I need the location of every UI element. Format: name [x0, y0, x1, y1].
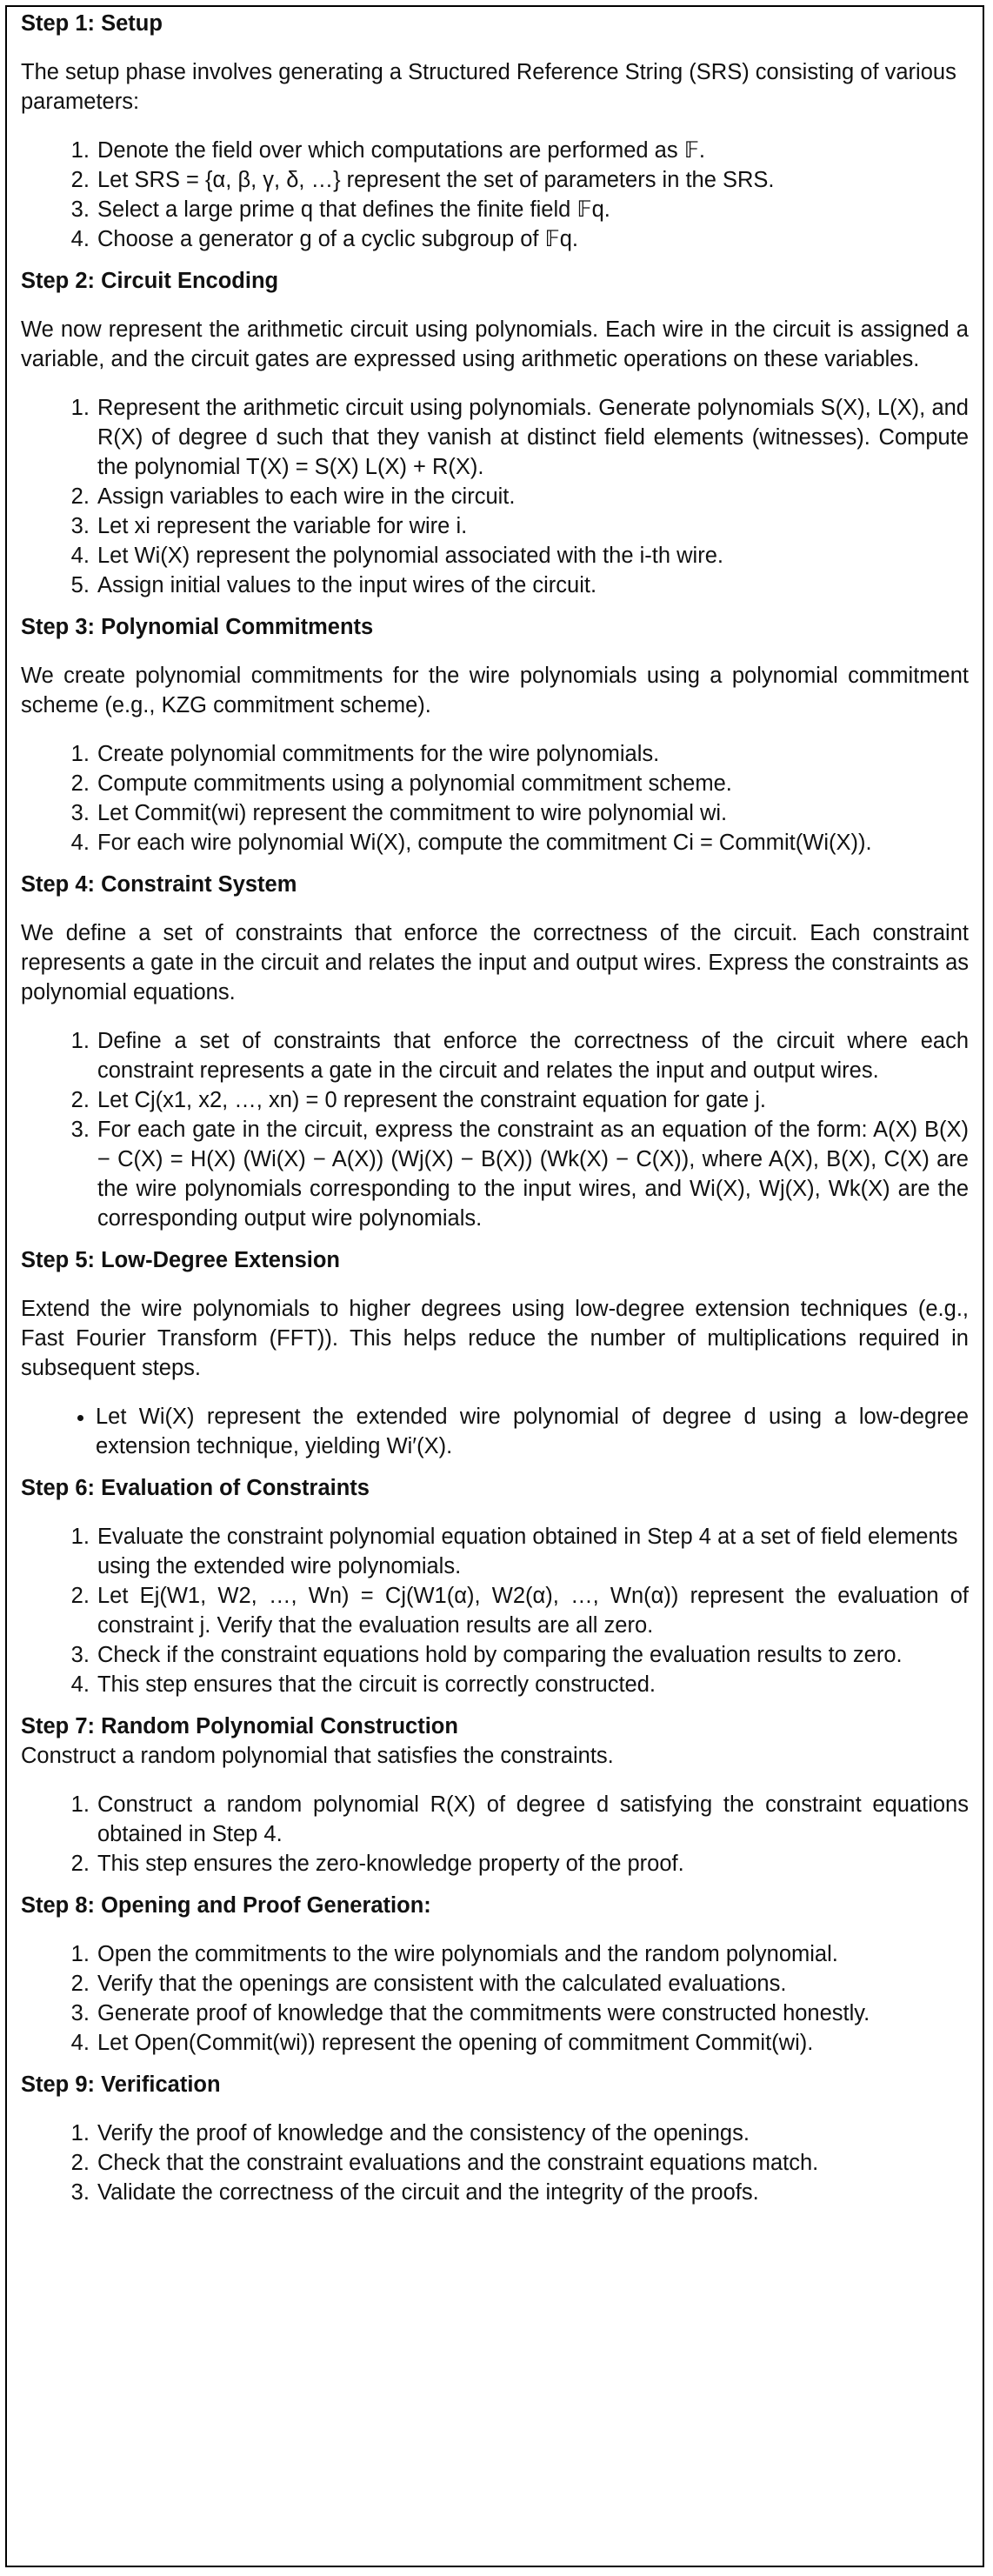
list-item: 3. For each gate in the circuit, express the constraint as an equation of the form: A(X) B(X) − C(X) = H(X) (Wi(X) − A(X)) (Wj(X) − B(X)) (Wk(X) − C(X)), where A(X), B(X), C(X) are the wire polynomials corresponding to the input wires, and Wi(X), Wj(X), Wk(X) are the corresponding output wire polynomials.: [96, 1115, 969, 1233]
step-7: [21, 1712, 969, 1879]
list-item: 4. Choose a generator g of a cyclic subgroup of 𝔽q.: [96, 224, 969, 254]
step-9-list: [21, 2119, 969, 2207]
step-8: [21, 1891, 969, 2058]
list-item: 1. Denote the field over which computations are performed as 𝔽.: [96, 136, 969, 165]
list-item: 1. Verify the proof of knowledge and the consistency of the openings.: [96, 2119, 969, 2148]
list-item: 1. Create polynomial commitments for the wire polynomials.: [96, 739, 969, 769]
list-item: 3. Let xi represent the variable for wire i.: [96, 511, 969, 541]
list-item: 2. Let Ej(W1, W2, …, Wn) = Cj(W1(α), W2(α), …, Wn(α)) represent the evaluation of constraint j. Verify that the evaluation results are all zero.: [96, 1581, 969, 1640]
step-3: [21, 612, 969, 858]
list-item: 3. Select a large prime q that defines the finite field 𝔽q.: [96, 195, 969, 224]
list-item: 2. This step ensures the zero-knowledge property of the proof.: [96, 1849, 969, 1879]
step-1-list: [21, 136, 969, 254]
step-4-title: Step 4: Constraint System: [21, 872, 297, 897]
document-box: [5, 5, 984, 2567]
list-item: 2. Let SRS = {α, β, γ, δ, …} represent the set of parameters in the SRS.: [96, 165, 969, 195]
list-item: 2. Check that the constraint evaluations and the constraint equations match.: [96, 2148, 969, 2178]
list-item: 1. Evaluate the constraint polynomial equation obtained in Step 4 at a set of field elements using the extended wire polynomials.: [96, 1522, 969, 1581]
step-6-title: Step 6: Evaluation of Constraints: [21, 1476, 370, 1500]
list-item: 1. Represent the arithmetic circuit using polynomials. Generate polynomials S(X), L(X), and R(X) of degree d such that they vanish at distinct field elements (witnesses). Compute the polynomial T(X) = S(X) L(X) + R(X).: [96, 393, 969, 482]
step-5: [21, 1245, 969, 1461]
list-item: 3. Check if the constraint equations hold by comparing the evaluation results to zero.: [96, 1640, 969, 1670]
step-7-title: Step 7: Random Polynomial Construction: [21, 1714, 458, 1738]
step-7-intro: Construct a random polynomial that satisfies the constraints.: [21, 1744, 614, 1768]
step-4-list: [21, 1026, 969, 1233]
step-4-intro: We define a set of constraints that enforce the correctness of the circuit. Each constraint represents a gate in the circuit and relates the input and output wires. Express the constraints as polynomial equations.: [21, 921, 969, 1004]
list-item: 1. Define a set of constraints that enforce the correctness of the circuit where each constraint represents a gate in the circuit and relates the input and output wires.: [96, 1026, 969, 1085]
step-6-list: [21, 1522, 969, 1699]
list-item: 4. This step ensures that the circuit is correctly constructed.: [96, 1670, 969, 1699]
step-2-title: Step 2: Circuit Encoding: [21, 269, 279, 293]
step-7-list: [21, 1790, 969, 1879]
step-2-intro: We now represent the arithmetic circuit using polynomials. Each wire in the circuit is assigned a variable, and the circuit gates are expressed using arithmetic operations on these variables.: [21, 317, 969, 371]
list-item: 4. Let Wi(X) represent the polynomial associated with the i-th wire.: [96, 541, 969, 571]
step-8-list: [21, 1939, 969, 2058]
step-1-intro: The setup phase involves generating a Structured Reference String (SRS) consisting of various parameters:: [21, 60, 956, 114]
list-item: 2. Compute commitments using a polynomial commitment scheme.: [96, 769, 969, 798]
list-item: 2. Let Cj(x1, x2, …, xn) = 0 represent the constraint equation for gate j.: [96, 1085, 969, 1115]
step-1-title: Step 1: Setup: [21, 11, 163, 36]
step-9: [21, 2070, 969, 2207]
list-item: 3. Let Commit(wi) represent the commitment to wire polynomial wi.: [96, 798, 969, 828]
list-item: 1. Construct a random polynomial R(X) of degree d satisfying the constraint equations obtained in Step 4.: [96, 1790, 969, 1849]
list-item: 2. Verify that the openings are consistent with the calculated evaluations.: [96, 1969, 969, 1999]
step-9-title: Step 9: Verification: [21, 2072, 221, 2097]
step-5-list: [21, 1402, 969, 1461]
step-5-intro: Extend the wire polynomials to higher degrees using low-degree extension techniques (e.g., Fast Fourier Transform (FFT)). This helps reduce the number of multiplications required in subsequent steps.: [21, 1297, 969, 1380]
list-item: 4. Let Open(Commit(wi)) represent the opening of commitment Commit(wi).: [96, 2028, 969, 2058]
step-3-list: [21, 739, 969, 858]
step-8-title: Step 8: Opening and Proof Generation:: [21, 1893, 431, 1918]
list-item: 3. Generate proof of knowledge that the commitments were constructed honestly.: [96, 1999, 969, 2028]
list-item: 3. Validate the correctness of the circuit and the integrity of the proofs.: [96, 2178, 969, 2207]
step-4: [21, 870, 969, 1233]
step-1: [21, 9, 969, 254]
step-3-intro: We create polynomial commitments for the wire polynomials using a polynomial commitment scheme (e.g., KZG commitment scheme).: [21, 664, 969, 717]
list-item: 4. For each wire polynomial Wi(X), compute the commitment Ci = Commit(Wi(X)).: [96, 828, 969, 858]
step-2: [21, 266, 969, 600]
step-2-list: [21, 393, 969, 600]
step-6: [21, 1473, 969, 1699]
list-item: 1. Open the commitments to the wire polynomials and the random polynomial.: [96, 1939, 969, 1969]
list-item: 5. Assign initial values to the input wires of the circuit.: [96, 571, 969, 600]
step-3-title: Step 3: Polynomial Commitments: [21, 615, 374, 639]
step-5-title: Step 5: Low-Degree Extension: [21, 1248, 340, 1272]
list-item: • Let Wi(X) represent the extended wire polynomial of degree d using a low-degree extension technique, yielding Wi′(X).: [96, 1402, 969, 1461]
list-item: 2. Assign variables to each wire in the circuit.: [96, 482, 969, 511]
